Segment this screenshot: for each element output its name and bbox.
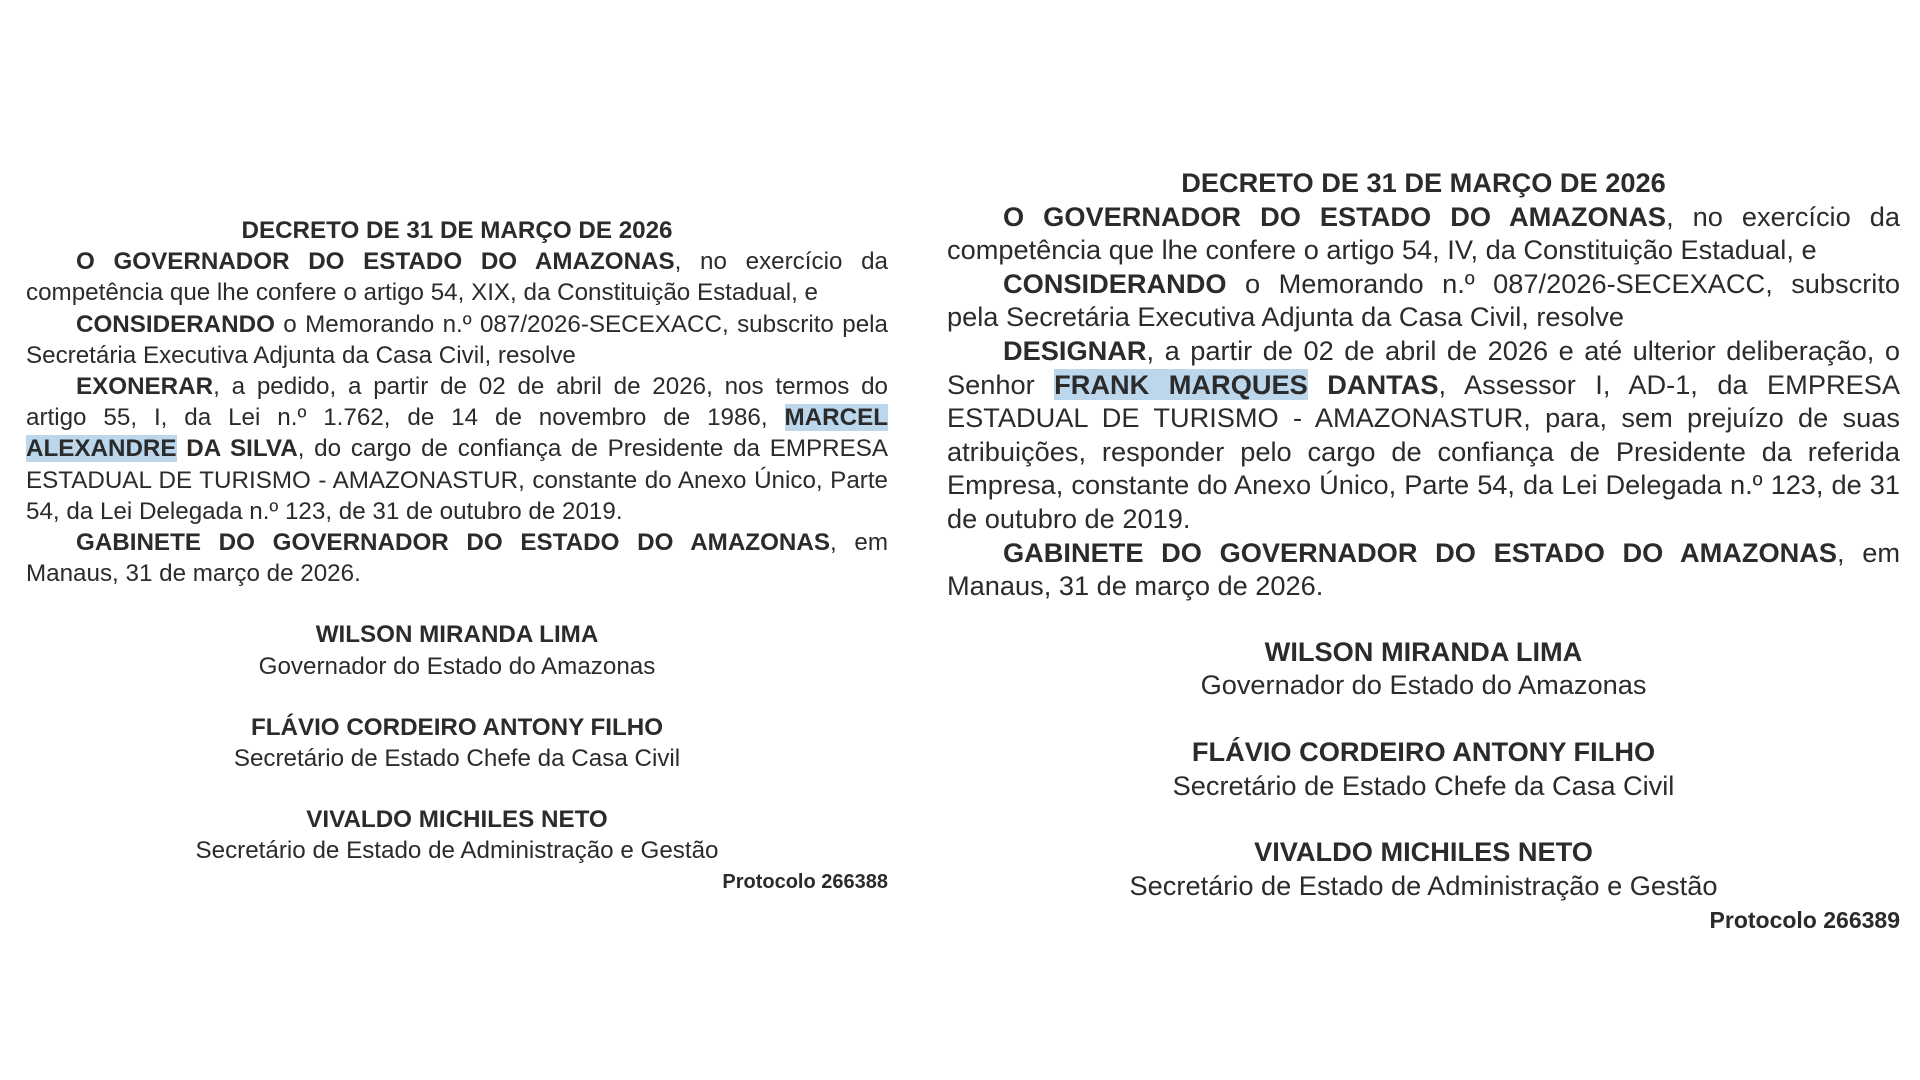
considering-lead: CONSIDERANDO [76, 310, 275, 338]
signatory-name: WILSON MIRANDA LIMA [1264, 635, 1583, 667]
signatory-name: FLÁVIO CORDEIRO ANTONY FILHO [250, 713, 664, 741]
closing-text: , em Manaus, 31 de março de 2026. [947, 536, 1900, 602]
resolution-text-before: , a pedido, a partir de 02 de abril de 2026, nos termos do artigo 55, I, da Lei n.º 1.762, de 14 de novembro de 1986, [26, 373, 888, 432]
closing-paragraph [26, 527, 888, 589]
signatory-name: FLÁVIO CORDEIRO ANTONY FILHO [1191, 735, 1656, 767]
considering-text: o Memorando n.º 087/2026-SECEXACC, subscrito pela Secretária Executiva Adjunta da Casa Civil, resolve [26, 310, 888, 369]
considering-paragraph [947, 267, 1900, 334]
signature [26, 804, 888, 866]
signatory-name: VIVALDO MICHILES NETO [306, 806, 608, 834]
closing-lead: GABINETE DO GOVERNADOR DO ESTADO DO AMAZONAS [76, 529, 830, 557]
signature [947, 735, 1900, 802]
signatory-role: Secretário de Estado de Administração e Gestão [195, 837, 719, 865]
name-rest: DANTAS [1307, 368, 1439, 400]
resolution-text-after: , do cargo de confiança de Presidente da EMPRESA ESTADUAL DE TURISMO - AMAZONASTUR, constante do Anexo Único, Parte 54, da Lei Delegada n.º 123, de 31 de outubro de 2019. [26, 435, 888, 525]
preamble-text: , no exercício da competência que lhe confere o artigo 54, IV, da Constituição Estadual, e [947, 200, 1900, 266]
signatory-name: VIVALDO MICHILES NETO [1254, 836, 1593, 868]
signatory-role: Secretário de Estado Chefe da Casa Civil [233, 745, 681, 773]
decree-right [947, 166, 1900, 935]
signatory-role: Governador do Estado do Amazonas [258, 652, 656, 680]
highlighted-name[interactable]: FRANK MARQUES [1054, 368, 1308, 400]
preamble-lead: O GOVERNADOR DO ESTADO DO AMAZONAS [1003, 200, 1667, 232]
preamble-paragraph [947, 200, 1900, 267]
preamble-text: , no exercício da competência que lhe confere o artigo 54, XIX, da Constituição Estadual, e [26, 248, 888, 307]
considering-lead: CONSIDERANDO [1003, 267, 1227, 299]
signature [947, 835, 1900, 902]
protocol-number: Protocolo 266388 [722, 870, 888, 893]
decree-left [26, 215, 888, 895]
resolution-lead: DESIGNAR [1003, 334, 1147, 366]
considering-text: o Memorando n.º 087/2026-SECEXACC, subscrito pela Secretária Executiva Adjunta da Casa Civil, resolve [947, 267, 1900, 333]
signatory-role: Secretário de Estado de Administração e Gestão [1129, 869, 1718, 901]
signature [26, 619, 888, 681]
signature [26, 712, 888, 774]
protocol-number: Protocolo 266389 [1709, 907, 1900, 934]
signatory-name: WILSON MIRANDA LIMA [315, 621, 599, 649]
considering-paragraph [26, 309, 888, 371]
resolution-paragraph [947, 334, 1900, 536]
signatory-role: Secretário de Estado Chefe da Casa Civil [1172, 769, 1675, 801]
signature [947, 635, 1900, 702]
signatory-role: Governador do Estado do Amazonas [1200, 669, 1647, 701]
preamble-paragraph [26, 246, 888, 308]
decree-title: DECRETO DE 31 DE MARÇO DE 2026 [1181, 167, 1666, 198]
closing-paragraph [947, 536, 1900, 603]
highlighted-name[interactable]: MARCEL ALEXANDRE [26, 404, 888, 463]
closing-lead: GABINETE DO GOVERNADOR DO ESTADO DO AMAZONAS [1003, 536, 1838, 568]
closing-text: , em Manaus, 31 de março de 2026. [26, 529, 888, 588]
resolution-text-after: , Assessor I, AD-1, da EMPRESA ESTADUAL DE TURISMO - AMAZONASTUR, para, sem prejuízo de suas atribuições, responder pelo cargo de confiança de Presidente da referida Empresa, constante do Anexo Único, Parte 54, da Lei Delegada n.º 123, de 31 de outubro de 2019. [947, 368, 1901, 534]
signature-block [26, 619, 888, 866]
decree-title: DECRETO DE 31 DE MARÇO DE 2026 [241, 217, 673, 244]
resolution-text-before: , a partir de 02 de abril de 2026 e até ulterior deliberação, o Senhor [947, 334, 1900, 400]
resolution-paragraph [26, 371, 888, 527]
signature-block [947, 635, 1900, 903]
resolution-lead: EXONERAR [76, 373, 214, 401]
name-rest: DA SILVA [176, 435, 298, 463]
preamble-lead: O GOVERNADOR DO ESTADO DO AMAZONAS [76, 248, 675, 276]
